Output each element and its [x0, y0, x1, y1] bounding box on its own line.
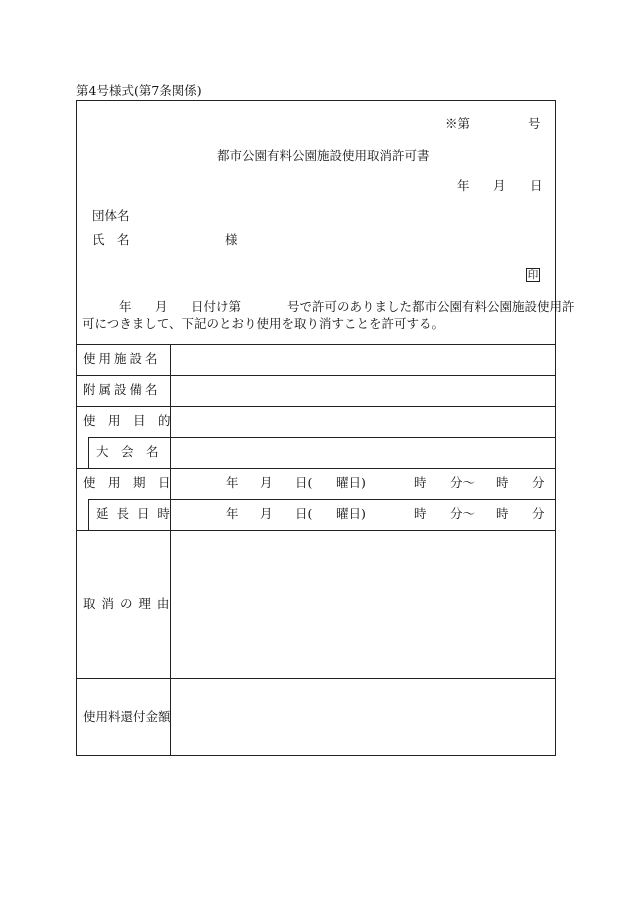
purpose-label: 使 用 目 的 — [83, 413, 171, 428]
group-name-label: 団体名 — [92, 208, 130, 223]
body-year: 年 — [119, 299, 132, 314]
extension-year: 年 — [226, 506, 239, 521]
refund-amount-label: 使用料還付金額 — [83, 709, 171, 724]
equipment-label: 附属設備名 — [83, 382, 161, 397]
facility-label: 使用施設名 — [83, 351, 161, 366]
date-day: 日 — [530, 178, 543, 193]
row-divider — [76, 468, 556, 469]
seal-mark: 印 — [527, 269, 539, 281]
form-frame — [76, 100, 556, 756]
extension-weekday: 曜日) — [336, 506, 366, 521]
row-divider — [88, 437, 556, 438]
usage-period-label: 使 用 期 日 — [83, 475, 171, 490]
row-divider — [88, 499, 556, 500]
extension-minute-end: 分 — [532, 506, 545, 521]
period-minute-start: 分～ — [450, 475, 476, 490]
period-day: 日( — [295, 475, 313, 490]
extension-day: 日( — [295, 506, 313, 521]
period-minute-end: 分 — [532, 475, 545, 490]
period-hour-start: 時 — [414, 475, 427, 490]
honorific: 様 — [225, 232, 238, 247]
date-year: 年 — [457, 178, 470, 193]
reference-number-prefix: ※第 — [445, 116, 471, 131]
document-title: 都市公園有料公園施設使用取消許可書 — [217, 148, 430, 163]
row-divider — [76, 530, 556, 531]
period-hour-end: 時 — [496, 475, 509, 490]
table-top-line — [76, 344, 556, 345]
body-dated: 日付け第 — [191, 299, 242, 314]
period-month: 月 — [260, 475, 273, 490]
extension-hour-start: 時 — [414, 506, 427, 521]
cancellation-reason-label: 取 消 の 理 由 — [83, 596, 171, 611]
period-year: 年 — [226, 475, 239, 490]
form-number: 第4号様式(第7条関係) — [76, 83, 202, 98]
body-month: 月 — [155, 299, 168, 314]
row-divider — [76, 678, 556, 679]
period-weekday: 曜日) — [336, 475, 366, 490]
event-name-label: 大 会 名 — [96, 444, 159, 459]
body-text-line1: 号で許可のありました都市公園有料公園施設使用許 — [287, 299, 575, 314]
reference-number-suffix: 号 — [528, 116, 541, 131]
row-divider — [76, 406, 556, 407]
sub-row-indent — [88, 499, 89, 530]
sub-row-indent — [88, 437, 89, 468]
extension-minute-start: 分～ — [450, 506, 476, 521]
date-month: 月 — [493, 178, 506, 193]
label-column-divider — [170, 344, 171, 756]
row-divider — [76, 375, 556, 376]
extension-label: 延 長 日 時 — [96, 506, 172, 521]
body-text-line2: 可につきまして、下記のとおり使用を取り消すことを許可する。 — [82, 316, 445, 331]
extension-month: 月 — [260, 506, 273, 521]
applicant-name-label: 氏 名 — [92, 232, 130, 247]
extension-hour-end: 時 — [496, 506, 509, 521]
